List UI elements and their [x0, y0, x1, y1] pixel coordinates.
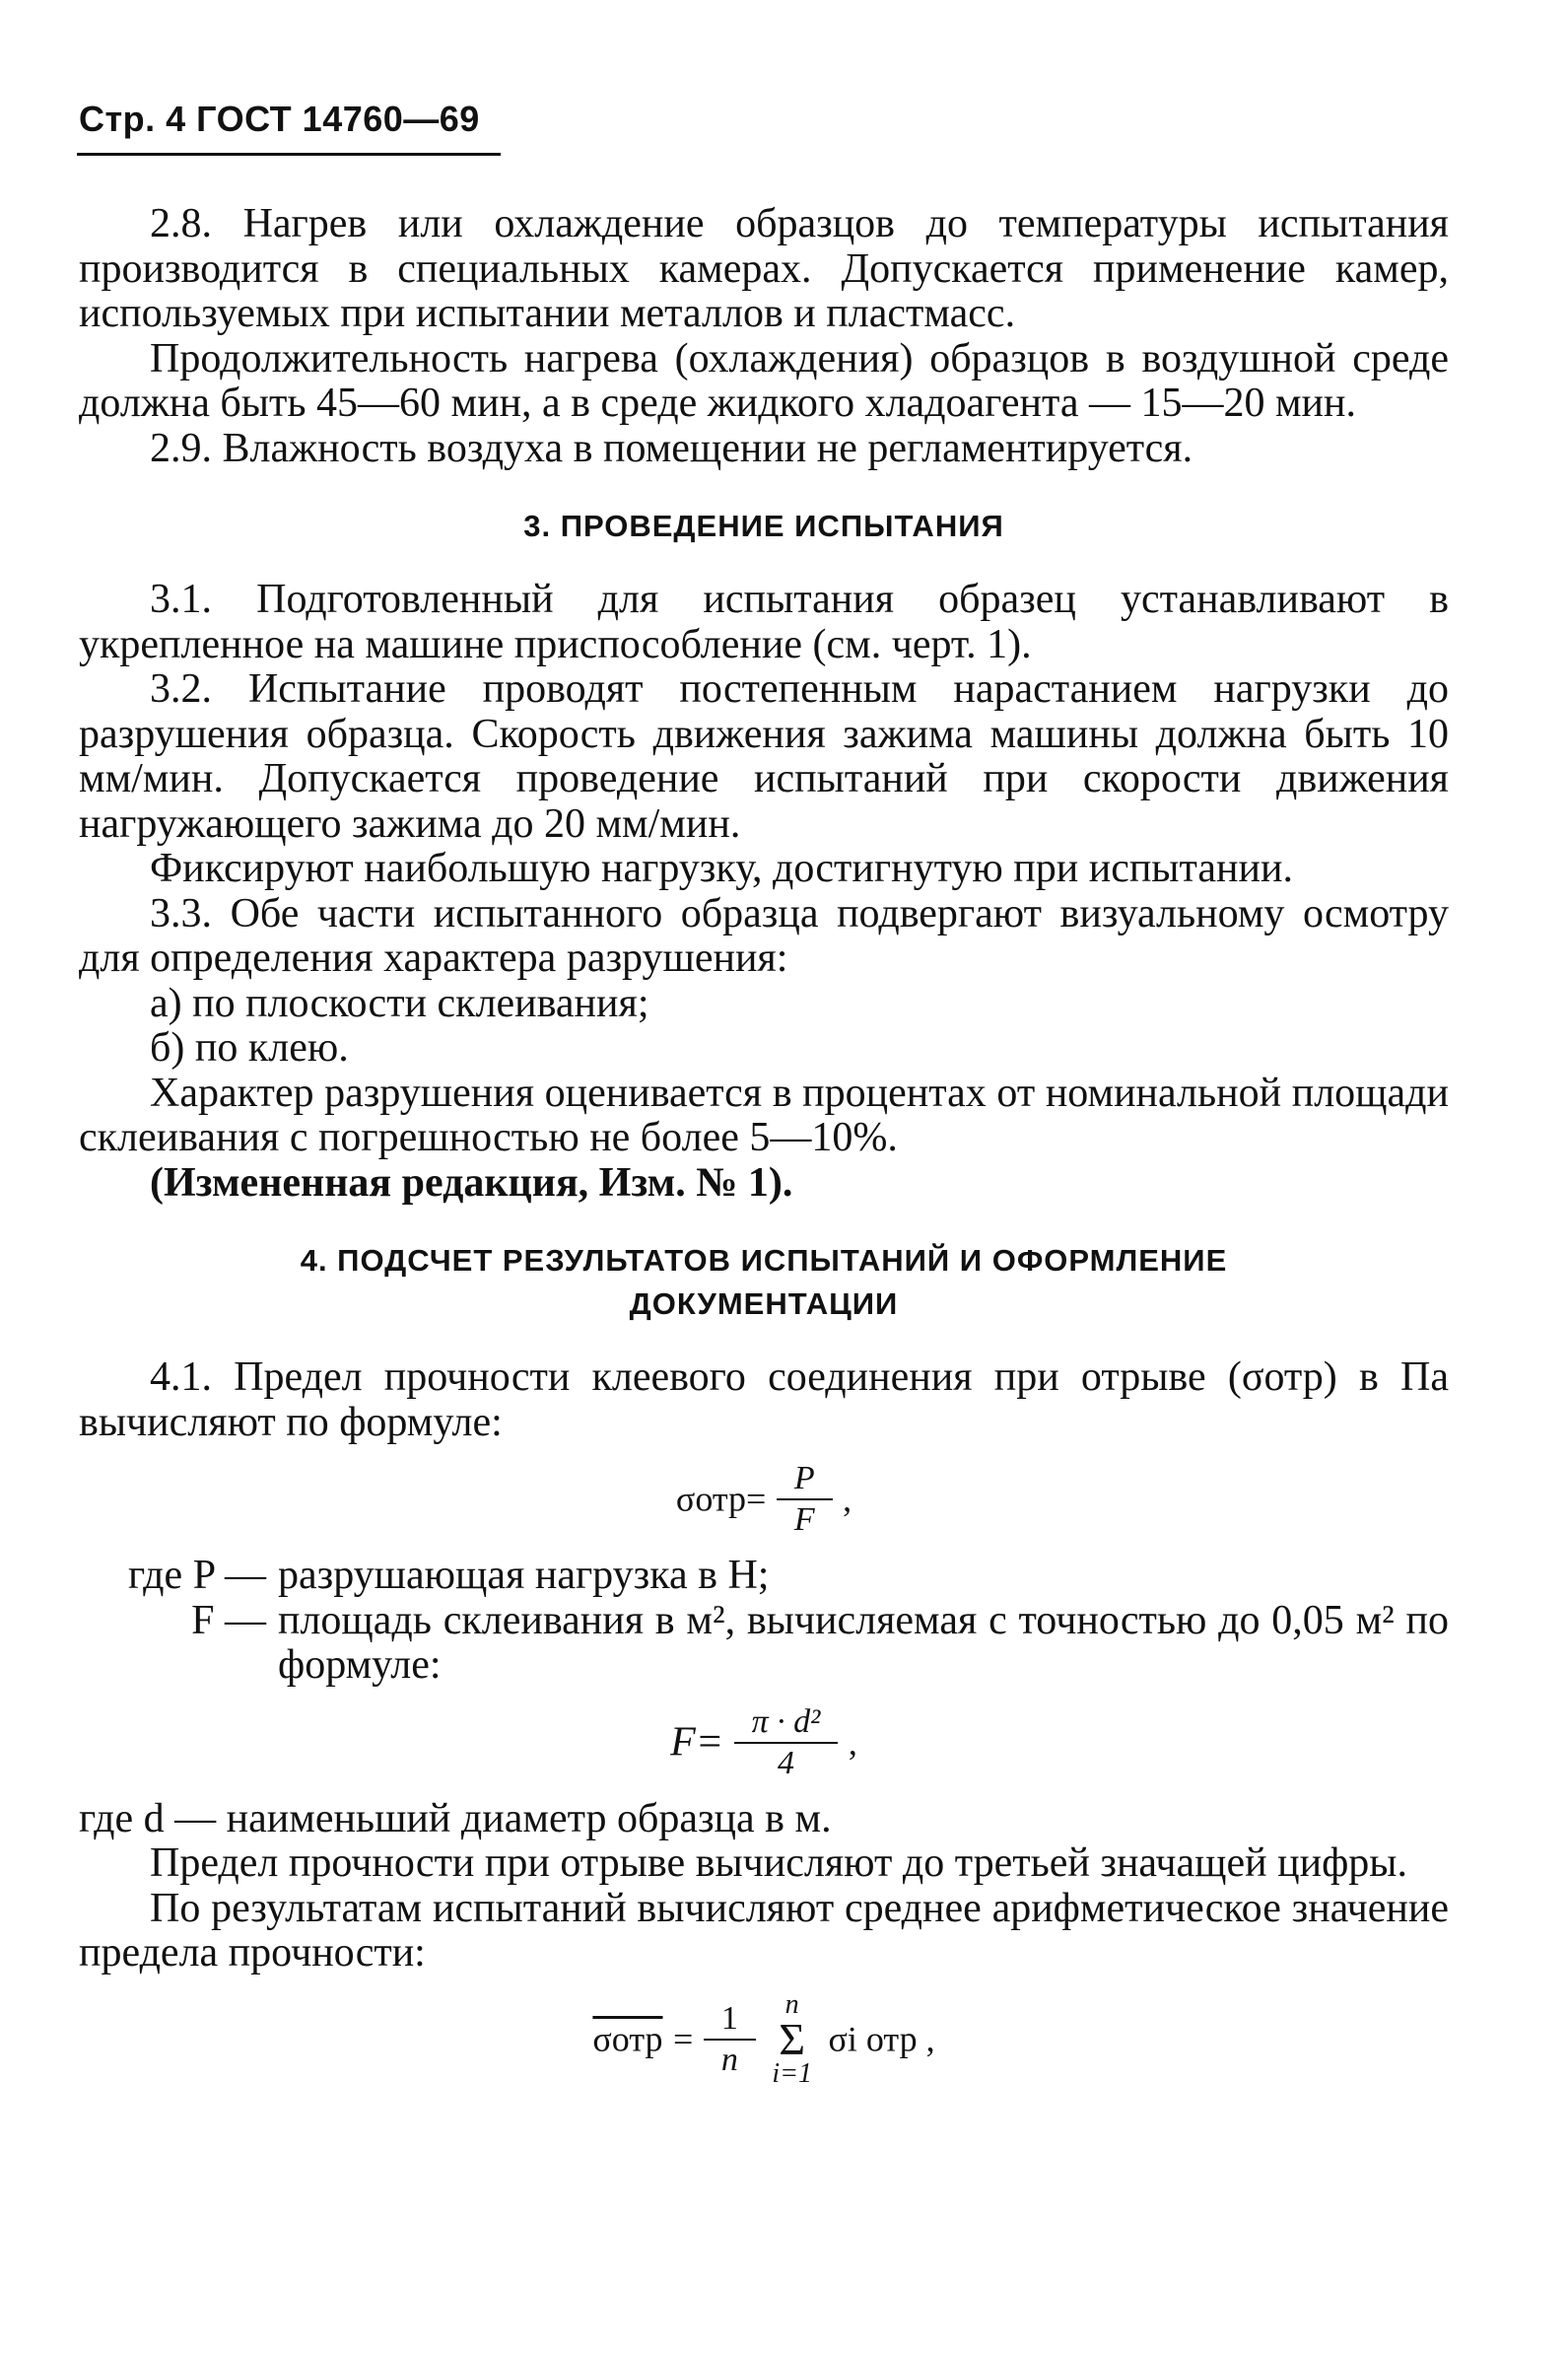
formula-stress-numerator: P: [777, 1459, 833, 1500]
formula-area-denominator: 4: [777, 1744, 794, 1781]
formula-area-numerator: π · d²: [734, 1702, 839, 1744]
paragraph-3-1: 3.1. Подготовленный для испытания образец устанавливают в укрепленное на машине приспособление (см. черт. 1).: [79, 577, 1449, 667]
where-row-p: [79, 1554, 1449, 1599]
sum-symbol: Σ: [779, 2013, 806, 2064]
paragraph-2-9: 2.9. Влажность воздуха в помещении не регламентируется.: [150, 425, 1193, 471]
section-4-heading-line1: 4. ПОДСЧЕТ РЕЗУЛЬТАТОВ ИСПЫТАНИЙ И ОФОРМЛЕНИЕ: [300, 1243, 1228, 1278]
where-p-label: где P —: [128, 1553, 266, 1598]
formula-stress-denominator: F: [793, 1501, 815, 1538]
formula-mean-denominator: n: [720, 2041, 738, 2078]
list-item-a: а) по плоскости склеивания;: [150, 980, 649, 1026]
where-f-text: площадь склеивания в м², вычисляемая с точностью до 0,05 м² по формуле:: [278, 1597, 1449, 1688]
paragraph-mean: По результатам испытаний вычисляют среднее арифметическое значение предела прочности:: [79, 1885, 1449, 1976]
paragraph-3-3: 3.3. Обе части испытанного образца подвергают визуальному осмотру для определения характера разрушения:: [79, 890, 1449, 981]
paragraph-3-2: 3.2. Испытание проводят постепенным нарастанием нагрузки до разрушения образца. Скорость движения зажима машины должна быть 10 мм/мин. Допускается проведение испытаний при скорости движения нагружающего зажима до 20 мм/мин.: [79, 666, 1449, 847]
formula-area-lhs: F=: [670, 1718, 724, 1765]
where-f-label: F —: [191, 1597, 266, 1643]
where-d-line: где d — наименьший диаметр образца в м.: [79, 1795, 832, 1841]
page-header: Стр. 4 ГОСТ 14760—69: [79, 99, 480, 139]
formula-area: [79, 1702, 1449, 1783]
paragraph-3-3-character: Характер разрушения оценивается в процентах от номинальной площади склеивания с погрешностью не более 5—10%.: [79, 1070, 1449, 1160]
section-4-heading-line2: ДОКУМЕНТАЦИИ: [629, 1286, 899, 1321]
formula-stress-lhs: σотр=: [675, 1479, 767, 1519]
paragraph-precision: Предел прочности при отрыве вычисляют до третьей значащей цифры.: [150, 1840, 1407, 1886]
header-rule: [77, 153, 501, 156]
formula-mean-lhs: σотр: [592, 2018, 663, 2058]
paragraph-4-1: 4.1. Предел прочности клеевого соединения при отрыве (σотр) в Па вычисляют по формуле:: [79, 1354, 1449, 1445]
formula-mean-fraction: [704, 1999, 756, 2080]
formula-mean-rhs: σi отр ,: [828, 2018, 935, 2058]
formula-mean-numerator: 1: [704, 1999, 756, 2041]
sum-upper-limit: n: [784, 1988, 799, 2020]
formula-stress-tail: ,: [843, 1479, 852, 1519]
list-item-b: б) по клею.: [150, 1025, 349, 1071]
sum-lower-limit: i=1: [772, 2057, 812, 2089]
formula-stress-fraction: [777, 1459, 833, 1540]
paragraph-3-2-fix: Фиксируют наибольшую нагрузку, достигнутую при испытании.: [150, 846, 1293, 891]
formula-mean: [79, 1990, 1449, 2089]
section-4-heading: [79, 1239, 1449, 1326]
formula-mean-eq: =: [673, 2018, 694, 2058]
where-block: [79, 1554, 1449, 1689]
formula-area-tail: ,: [848, 1721, 857, 1762]
section-3-heading: 3. ПРОВЕДЕНИЕ ИСПЫТАНИЯ: [523, 509, 1004, 543]
edit-note: (Измененная редакция, Изм. № 1).: [150, 1159, 793, 1206]
formula-mean-sum: [772, 1990, 812, 2089]
document-body: [79, 202, 1449, 2103]
paragraph-2-8-duration: Продолжительность нагрева (охлаждения) образцов в воздушной среде должна быть 45—60 мин, а в среде жидкого хладоагента — 15—20 мин.: [79, 335, 1449, 426]
where-p-text: разрушающая нагрузка в Н;: [278, 1553, 770, 1598]
formula-area-fraction: [734, 1702, 839, 1783]
formula-stress: [79, 1459, 1449, 1540]
paragraph-2-8: 2.8. Нагрев или охлаждение образцов до температуры испытания производится в специальных камерах. Допускается применение камер, используемых при испытании металлов и пластмасс.: [79, 201, 1449, 336]
where-row-f: [79, 1599, 1449, 1689]
